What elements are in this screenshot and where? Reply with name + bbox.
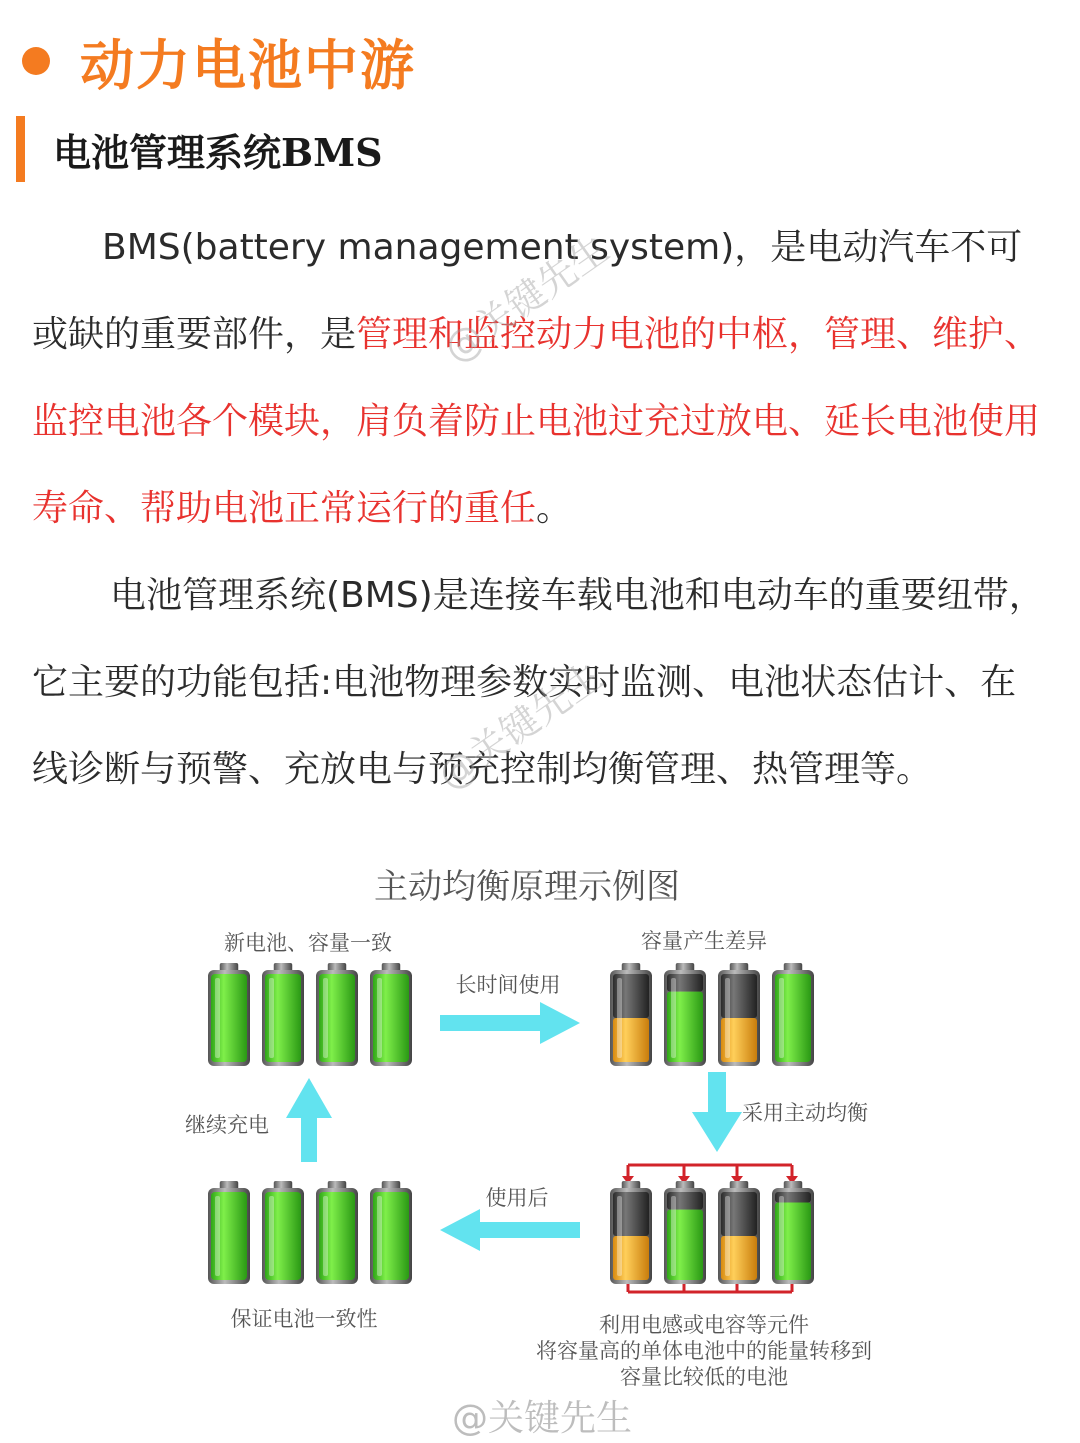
label-new-batteries: 新电池、容量一致	[224, 931, 392, 955]
bullet-dot-icon	[22, 47, 50, 75]
battery-balanced-3	[316, 1181, 358, 1284]
page-title: 动力电池中游	[80, 32, 416, 97]
caption-line-3: 容量比较低的电池	[620, 1365, 788, 1389]
label-long-use: 长时间使用	[455, 973, 561, 997]
battery-transfer-1	[610, 1181, 652, 1284]
label-consistency: 保证电池一致性	[230, 1307, 378, 1331]
intro-plain-text: BMS(battery management system)，是电动汽车不可或缺的重要部件，是	[32, 227, 1023, 355]
arrow-down-icon	[692, 1072, 742, 1152]
active-balancing-diagram	[0, 850, 1080, 1395]
battery-transfer-3	[718, 1181, 760, 1284]
label-active-balance: 采用主动均衡	[742, 1101, 868, 1125]
section-bar-icon	[16, 116, 25, 182]
battery-new-4	[370, 963, 412, 1066]
battery-new-3	[316, 963, 358, 1066]
arrow-up-icon	[286, 1078, 332, 1162]
arrow-left-icon	[440, 1209, 580, 1251]
section-title: 电池管理系统BMS	[53, 129, 383, 175]
label-after-use: 使用后	[485, 1186, 549, 1210]
diagram-title: 主动均衡原理示例图	[374, 867, 680, 907]
battery-transfer-4	[772, 1181, 814, 1284]
battery-new-2	[262, 963, 304, 1066]
battery-diff-3	[718, 963, 760, 1066]
paragraph-functions: 电池管理系统(BMS)是连接车载电池和电动车的重要纽带，它主要的功能包括:电池物理参数实时监测、电池状态估计、在线诊断与预警、充放电与预充控制均衡管理、热管理等。	[32, 575, 1045, 790]
watermark-2: @关键先生	[429, 653, 611, 799]
battery-balanced-4	[370, 1181, 412, 1284]
label-capacity-diff: 容量产生差异	[641, 929, 767, 953]
caption-line-2: 将容量高的单体电池中的能量转移到	[536, 1339, 872, 1363]
intro-highlight-text: 管理和监控动力电池的中枢，管理、维护、监控电池各个模块，肩负着防止电池过充过放电、延长电池使用寿命、帮助电池正常运行的重任	[32, 314, 1041, 529]
battery-diff-2	[664, 963, 706, 1066]
watermark-1: @关键先生	[435, 226, 617, 372]
caption-line-1: 利用电感或电容等元件	[599, 1313, 809, 1337]
battery-balanced-1	[208, 1181, 250, 1284]
battery-transfer-2	[664, 1181, 706, 1284]
section-header	[16, 116, 383, 182]
battery-diff-4	[772, 963, 814, 1066]
intro-end-punct: 。	[536, 488, 573, 529]
watermark-bottom: @关键先生	[452, 1398, 633, 1439]
label-continue-charge: 继续充电	[185, 1113, 269, 1137]
battery-balanced-2	[262, 1181, 304, 1284]
title-row	[22, 26, 416, 96]
arrow-right-icon	[440, 1002, 580, 1044]
battery-diff-1	[610, 963, 652, 1066]
battery-new-1	[208, 963, 250, 1066]
